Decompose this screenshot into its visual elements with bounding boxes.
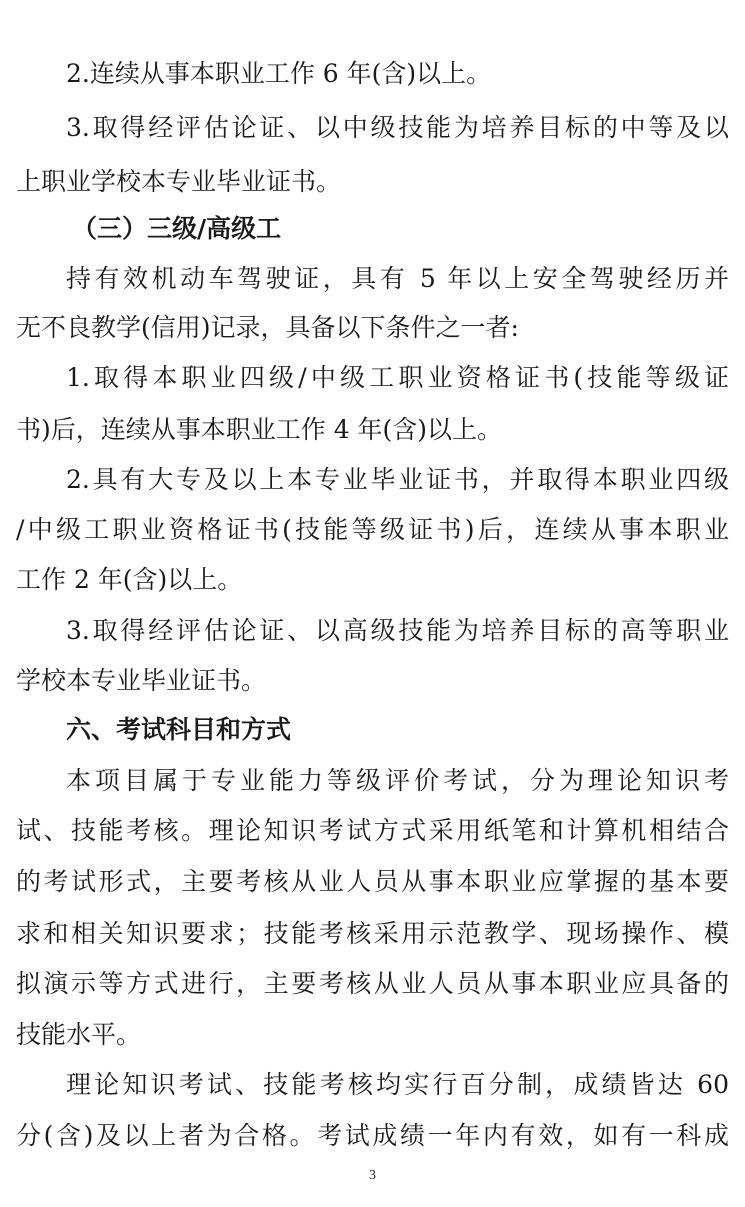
text-line-18: 求和相关知识要求；技能考核采用示范教学、现场操作、模	[16, 919, 729, 948]
page-number: 3	[369, 1168, 376, 1183]
section-heading-level-3: （三）三级/高级工	[72, 214, 282, 243]
section-heading-six: 六、考试科目和方式	[66, 715, 292, 744]
text-line-5: 持有效机动车驾驶证，具有 5 年以上安全驾驶经历并	[66, 264, 729, 293]
text-line-15: 本项目属于专业能力等级评价考试，分为理论知识考	[66, 766, 729, 795]
text-line-8: 书)后，连续从事本职业工作 4 年(含)以上。	[16, 415, 503, 444]
text-line-10: /中级工职业资格证书(技能等级证书)后，连续从事本职业	[16, 515, 729, 544]
text-line-20: 技能水平。	[16, 1020, 142, 1049]
text-line-21: 理论知识考试、技能考核均实行百分制，成绩皆达 60	[66, 1070, 729, 1099]
text-line-1: 2.连续从事本职业工作 6 年(含)以上。	[66, 59, 492, 88]
text-line-19: 拟演示等方式进行，主要考核从业人员从事本职业应具备的	[16, 969, 729, 998]
text-line-12: 3.取得经评估论证、以高级技能为培养目标的高等职业	[66, 616, 729, 645]
text-line-2: 3.取得经评估论证、以中级技能为培养目标的中等及以	[66, 113, 729, 142]
text-line-6: 无不良教学(信用)记录，具备以下条件之一者:	[16, 313, 519, 342]
text-line-22: 分(含)及以上者为合格。考试成绩一年内有效，如有一科成	[16, 1121, 729, 1150]
text-line-16: 试、技能考核。理论知识考试方式采用纸笔和计算机相结合	[16, 816, 729, 845]
text-line-9: 2.具有大专及以上本专业毕业证书，并取得本职业四级	[66, 465, 729, 494]
text-line-11: 工作 2 年(含)以上。	[16, 565, 243, 594]
text-line-17: 的考试形式，主要考核从业人员从事本职业应掌握的基本要	[16, 867, 729, 896]
text-line-3: 上职业学校本专业毕业证书。	[16, 167, 342, 196]
text-line-13: 学校本专业毕业证书。	[16, 666, 267, 695]
text-line-7: 1.取得本职业四级/中级工职业资格证书(技能等级证	[66, 363, 729, 392]
